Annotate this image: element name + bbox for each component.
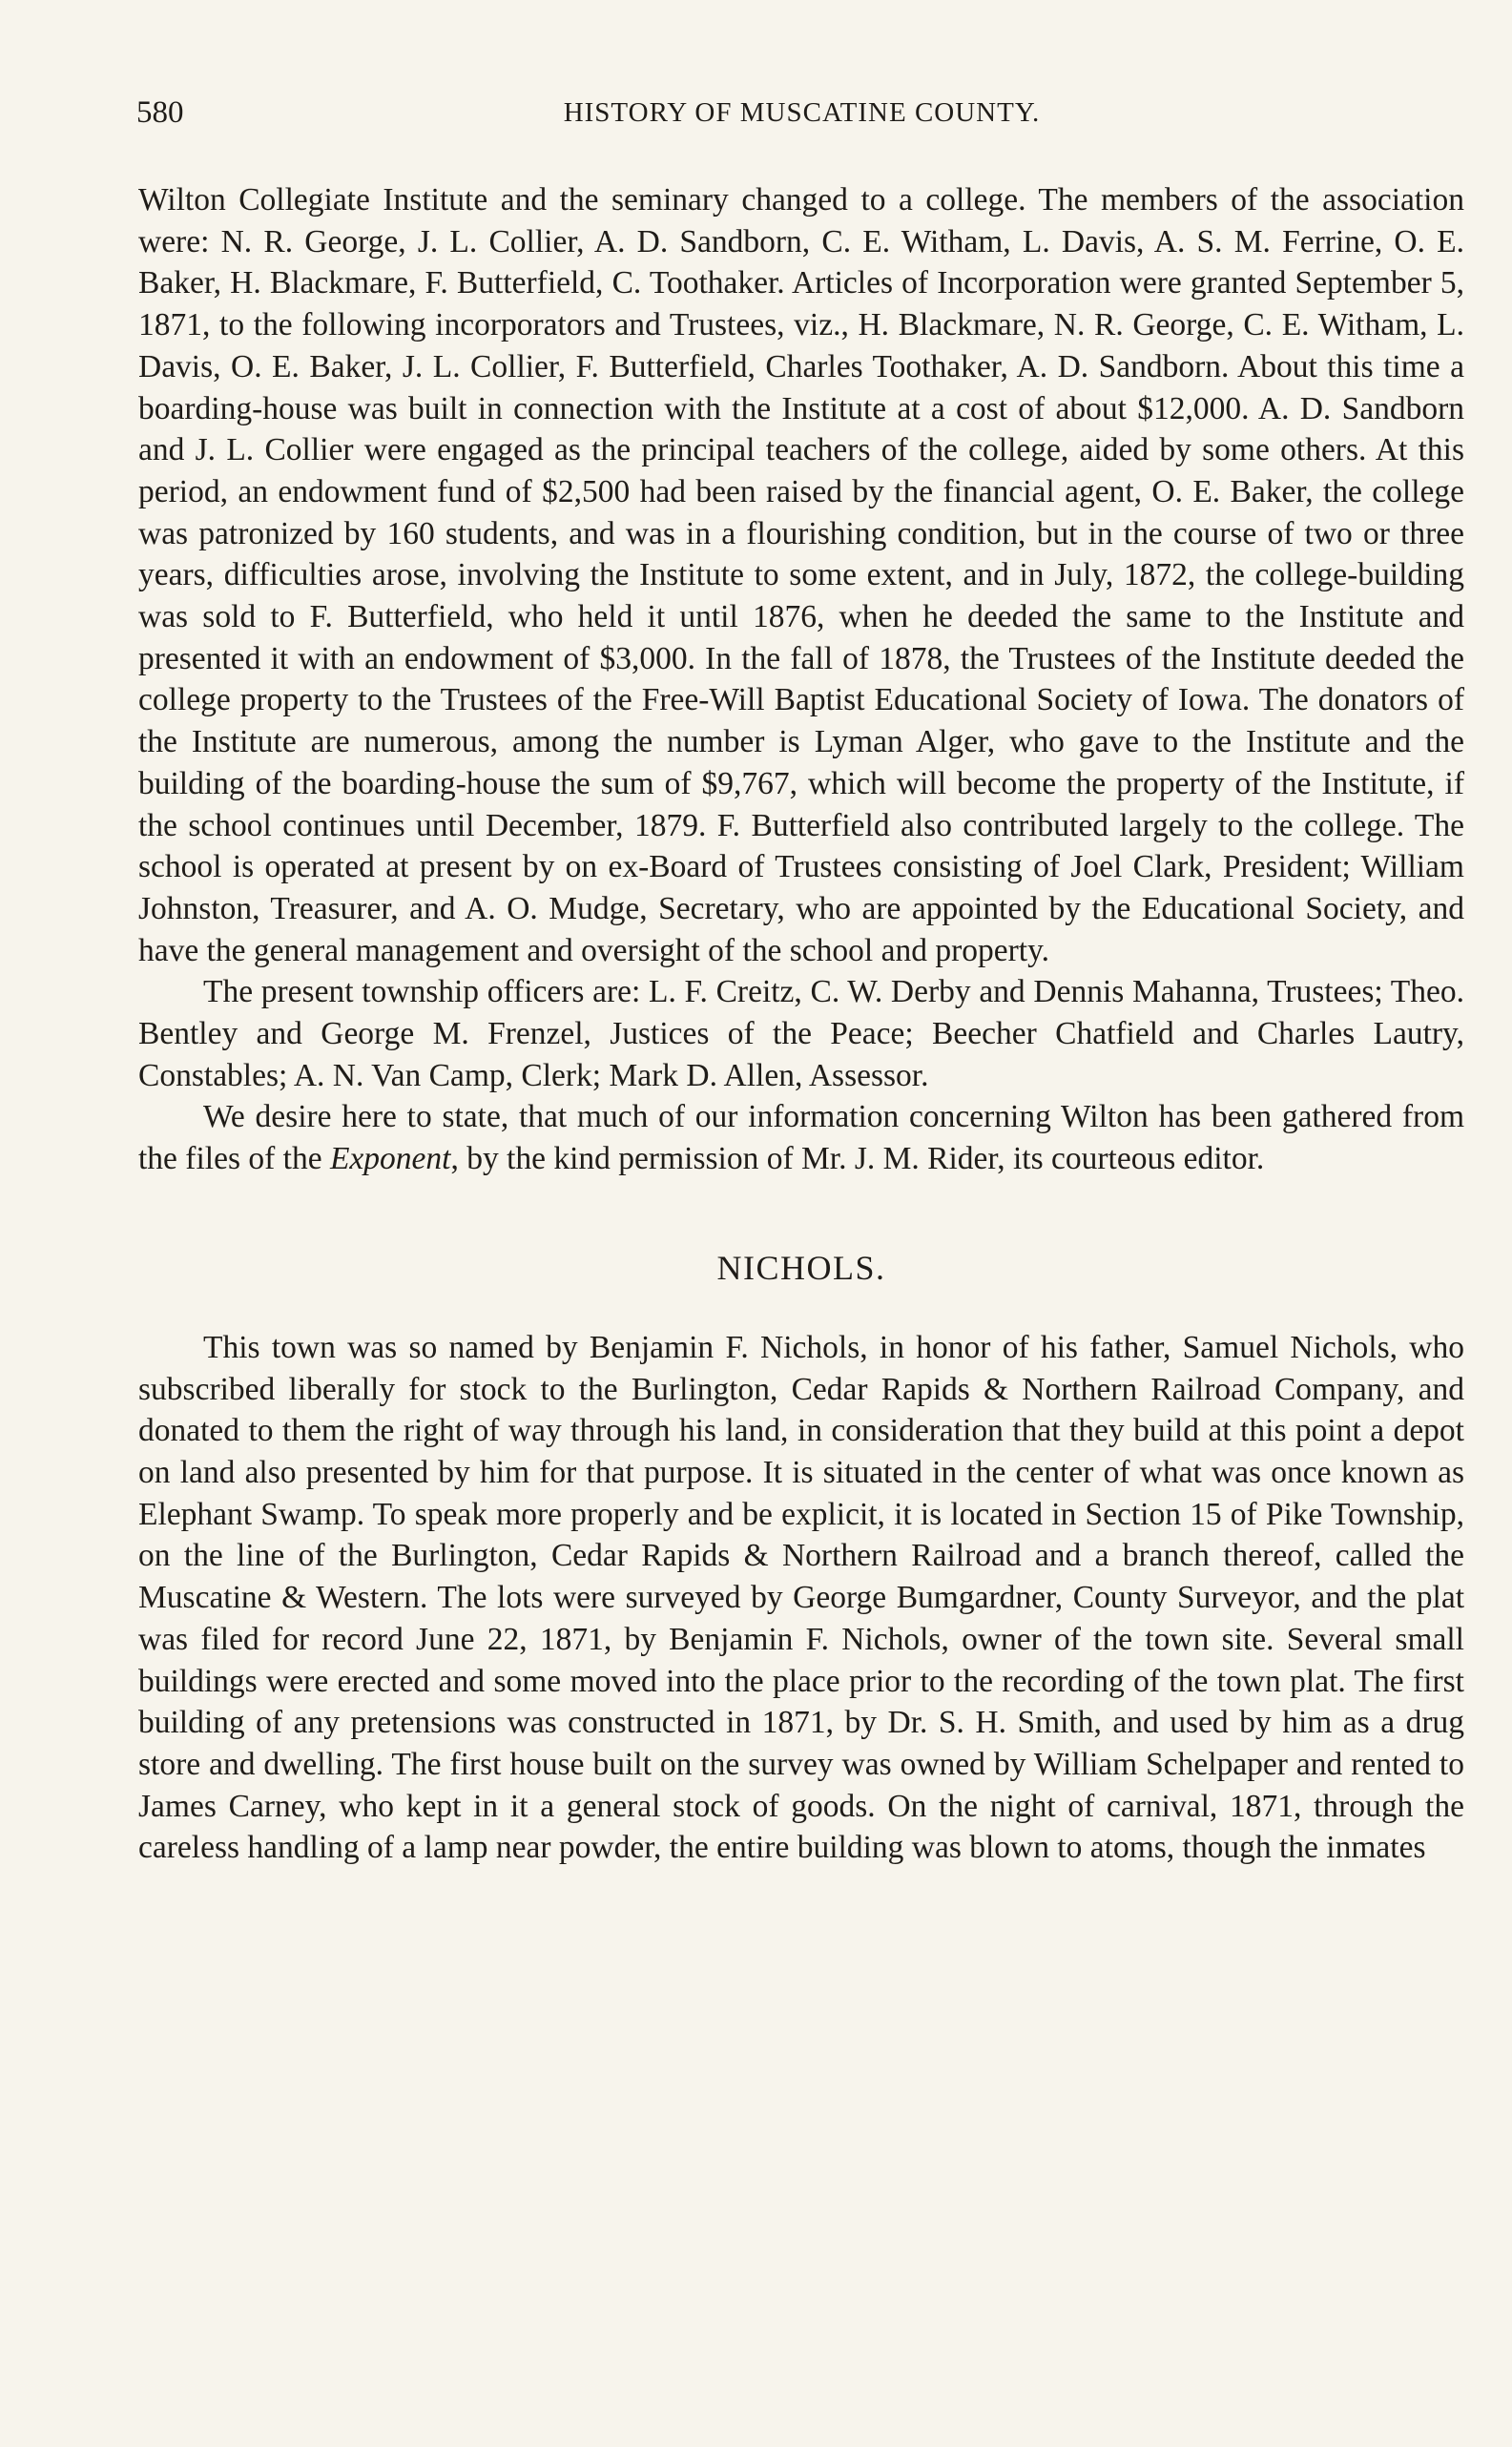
paragraph-township-officers: The present township officers are: L. F. Creitz, C. W. Derby and Dennis Mahanna, Trustees; Theo. Bentley and George M. Frenzel, Justices of the Peace; Beecher Chatfield and Charles Lautry, Constables; A. N. Van Camp, Clerk; Mark D. Allen, Assessor.	[138, 974, 1464, 1093]
running-title: HISTORY OF MUSCATINE COUNTY.	[563, 97, 1041, 128]
text-column	[138, 179, 1464, 1869]
section-heading-nichols: NICHOLS.	[716, 1248, 886, 1287]
acknowledgement-text-start: We desire here to state, that much of our information concerning Wilton has been gathered from the files of the	[138, 1099, 1464, 1177]
acknowledgement-text-end: , by the kind permission of Mr. J. M. Rider, its courteous editor.	[450, 1141, 1265, 1177]
page-number: 580	[136, 95, 184, 130]
paragraph-nichols-history: This town was so named by Benjamin F. Nichols, in honor of his father, Samuel Nichols, who subscribed liberally for stock to the Burlington, Cedar Rapids & Northern Railroad Company, and donated to them the right of way through his land, in consideration that they build at this point a depot on land also presented by him for that purpose. It is situated in the center of what was once known as Elephant Swamp. To speak more properly and be explicit, it is located in Section 15 of Pike Township, on the line of the Burlington, Cedar Rapids & Northern Railroad and a branch thereof, called the Muscatine & Western. The lots were surveyed by George Bumgardner, County Surveyor, and the plat was filed for record June 22, 1871, by Benjamin F. Nichols, owner of the town site. Several small buildings were erected and some moved into the place prior to the recording of the town plat. The first building of any pretensions was constructed in 1871, by Dr. S. H. Smith, and used by him as a drug store and dwelling. The first house built on the survey was owned by William Schelpaper and rented to James Carney, who kept in it a general stock of goods. On the night of carnival, 1871, through the careless handling of a lamp near powder, the entire building was blown to atoms, though the inmates	[138, 1329, 1464, 1866]
paragraph-acknowledgement	[138, 1096, 1464, 1179]
paragraph-wilton-institute: Wilton Collegiate Institute and the seminary changed to a college. The members of the association were: N. R. George, J. L. Collier, A. D. Sandborn, C. E. Witham, L. Davis, A. S. M. Ferrine, O. E. Baker, H. Blackmare, F. Butterfield, C. Toothaker. Articles of Incorporation were granted September 5, 1871, to the following incorporators and Trustees, viz., H. Blackmare, N. R. George, C. E. Witham, L. Davis, O. E. Baker, J. L. Collier, F. Butterfield, Charles Toothaker, A. D. Sandborn. About this time a boarding-house was built in connection with the Institute at a cost of about $12,000. A. D. Sandborn and J. L. Collier were engaged as the principal teachers of the college, aided by some others. At this period, an endowment fund of $2,500 had been raised by the financial agent, O. E. Baker, the college was patronized by 160 students, and was in a flourishing condition, but in the course of two or three years, difficulties arose, involving the Institute to some extent, and in July, 1872, the college-building was sold to F. Butterfield, who held it until 1876, when he deeded the same to the Institute and presented it with an endowment of $3,000. In the fall of 1878, the Trustees of the Institute deeded the college property to the Trustees of the Free-Will Baptist Educational Society of Iowa. The donators of the Institute are numerous, among the number is Lyman Alger, who gave to the Institute and the building of the boarding-house the sum of $9,767, which will become the property of the Institute, if the school continues until December, 1879. F. Butterfield also contributed largely to the college. The school is operated at present by on ex-Board of Trustees consisting of Joel Clark, President; William Johnston, Treasurer, and A. O. Mudge, Secretary, who are appointed by the Educational Society, and have the general management and oversight of the school and property.	[138, 182, 1464, 968]
exponent-newspaper-title: Exponent	[329, 1141, 451, 1177]
page-header	[136, 95, 1467, 143]
